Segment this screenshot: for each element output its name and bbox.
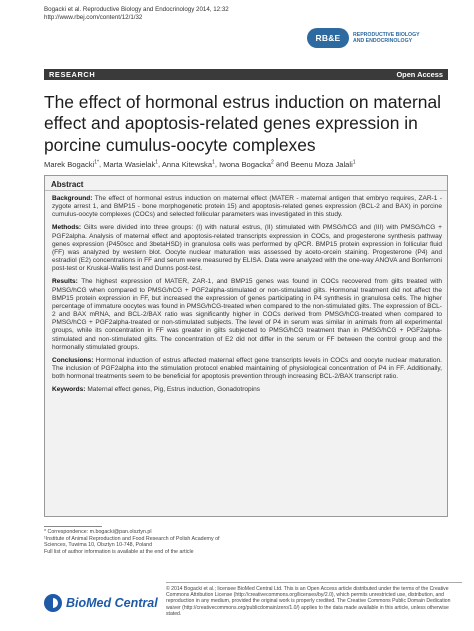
abstract-methods: Methods: Gilts were divided into three groups: (I) with natural estrus, (II) stimulated with PMSG/hCG and (III) with PMSG/hCG + PGF2alpha. Analysis of maternal effect and apoptosis-related transcripts expression in COCs, and progesterone synthesis pathway genes expression (P450scc and 3betaHSD) in granulosa cells was performed by qPCR. BMP15 protein expression in follicular fluid (FF) was analyzed by western blot. Oocyte nuclear maturation was assessed by aceto-orcein staining. Progesterone (P4) and estradiol (E2) concentrations in FF and serum were measured by ELISA. Data were analyzed with the one-way ANOVA and Bonferroni post-test or Kruskal-Wallis test and Dunns post-test. [52, 224, 442, 273]
journal-name [353, 32, 441, 45]
journal-name-line: REPRODUCTIVE BIOLOGY [353, 31, 420, 38]
citation-line: Bogacki et al. Reproductive Biology and Endocrinology 2014, 12:32 [44, 6, 229, 13]
correspondence: * Correspondence: m.bogacki@pan.olsztyn.pl [44, 529, 152, 535]
open-access-label: Open Access [396, 70, 443, 79]
author: Marta Wasielak$^1$ [103, 159, 159, 169]
license-text: © 2014 Bogacki et al.; licensee BioMed Central Ltd. This is an Open Access article distributed under the terms of the Creative Commons Attribution License (http://creativecommons.org/licenses/by/2.0), which permits unrestricted use, distribution, and reproduction in any medium, provided the original work is properly credited. The Creative Commons Public Domain Dedication waiver (http://creativecommons.org/publicdomain/zero/1.0/) applies to the data made available in this article, unless otherwise stated. [166, 586, 451, 617]
journal-logo [307, 28, 441, 48]
citation [44, 6, 229, 22]
author: Marek Bogacki$^{1*}$ [44, 159, 99, 169]
article-title: The effect of hormonal estrus induction on maternal effect and apoptosis-related genes expression in porcine cumulus-oocyte complexes [44, 92, 441, 155]
article-type-label: RESEARCH [49, 70, 96, 79]
rbe-logo-mark: RB&E [307, 28, 349, 48]
abstract-keywords: Keywords: Maternal effect genes, Pig, Estrus induction, Gonadotropins [52, 386, 261, 394]
journal-name-line: AND ENDOCRINOLOGY [353, 38, 413, 44]
citation-url[interactable] [44, 14, 229, 22]
author: Iwona Bogacka$^2$ [219, 159, 274, 169]
footnote [44, 529, 234, 555]
publisher-name: BioMed Central [66, 596, 158, 610]
author-list: Marek Bogacki$^{1*}$, Marta Wasielak$^1$, Anna Kitewska$^1$, Iwona Bogacka$^2$ and Beenu Moza Jalali$^1$ [44, 159, 356, 169]
article-link[interactable]: http://www.rbej.com/content/12/1/32 [44, 14, 143, 21]
footnote-divider [44, 526, 102, 527]
author-info-note: Full list of author information is available at the end of the article [44, 548, 194, 555]
abstract-background: Background: The effect of hormonal estrus induction on maternal effect (MATER - maternal antigen that embryo requires, ZAR-1 - zygote arrest 1, and BMP15 - bone morphogenetic protein 15) and apoptosis-related genes expression (BCL-2 and BAX) in porcine cumulus-oocyte complexes (COCs) and selected follicular parameters was investigated in this study. [52, 195, 443, 219]
license-divider [166, 582, 462, 583]
abstract-results: Results: The highest expression of MATER, ZAR-1, and BMP15 genes was found in COCs recovered from gilts treated with PMSG/hCG when compared to PMSG/hCG + PGF2alpha-stimulated or non-stimulated gilts. Hormonal treatment did not affect the BMP15 protein expression in FF, but increased the expression of genes participating in P4 synthesis in granulosa cells. The higher percentage of immature oocytes was found in PMSG/hCG-treated when compared to the non-stimulated gilts. The expression of BCL-2 and BAX mRNA, and BCL-2/BAX ratio was significantly higher in COCs derived from PMSG/hCG-treated when compared to PMSG/hCG + PGF2alpha-treated or non-stimulated subjects. The level of P4 in serum was similar in animals from all experimental groups, while its concentration in FF was greater in gilts subjected to PMSG/hCG treatment than in PMSG/hCG + PGF2alpha-stimulated and non-stimulated gilts. The concentration of E2 did not differ in the serum or FF between the control group and the hormonally stimulated groups. [52, 278, 442, 351]
abstract-heading: Abstract [45, 176, 447, 191]
article-type-banner [44, 69, 448, 80]
affiliation: ¹Institute of Animal Reproduction and Food Research of Polish Academy of Sciences, Tuwima 10, Olsztyn 10-748, Poland [44, 535, 220, 548]
publisher-logo [44, 594, 158, 612]
abstract-conclusions: Conclusions: Hormonal induction of estrus affected maternal effect gene transcripts levels in COCs and oocyte nuclear maturation. The inclusion of PGF2alpha into the stimulation protocol enabled maintaining of physiological concentration of P4 in FF. Additionally, both hormonal treatments seem to be beneficial for apoptosis prevention through increasing BCL-2/BAX transcript ratio. [52, 356, 442, 381]
biomed-central-icon [44, 594, 62, 612]
author: Beenu Moza Jalali$^1$ [290, 159, 356, 169]
author: Anna Kitewska$^1$ [161, 159, 215, 169]
abstract-box [44, 175, 448, 517]
abstract-body [52, 195, 442, 399]
